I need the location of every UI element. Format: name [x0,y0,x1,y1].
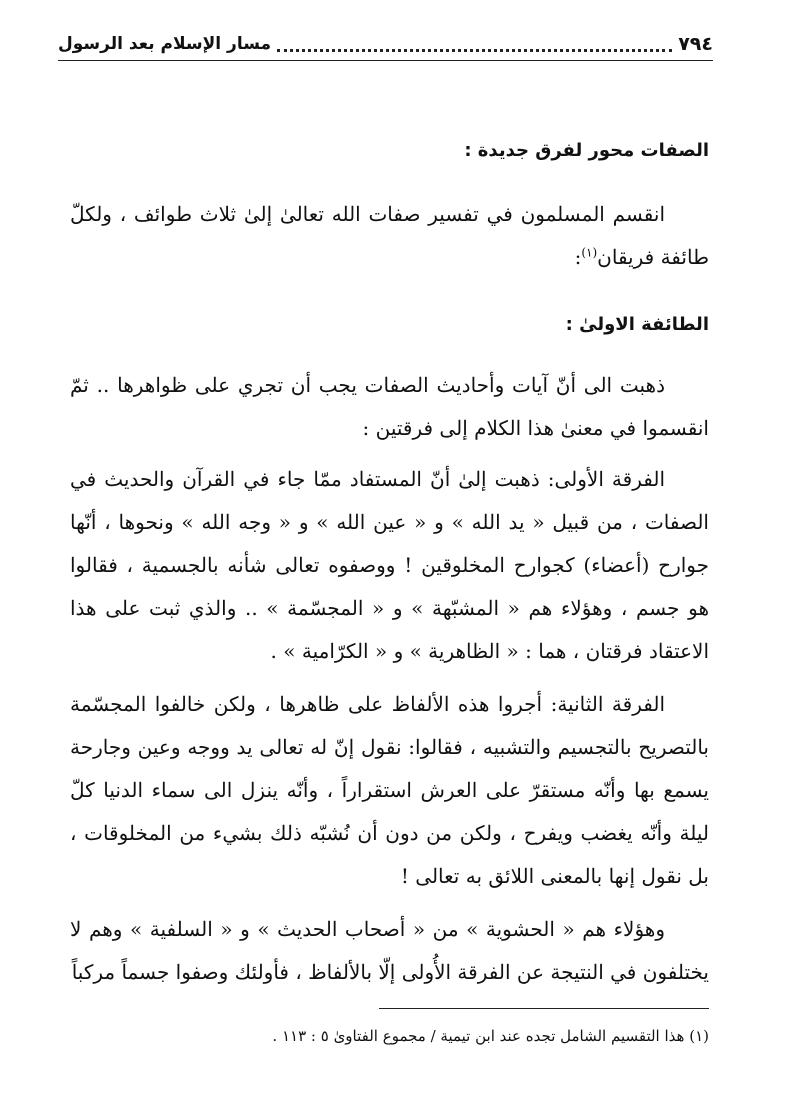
second-sect-paragraph: الفرقة الثانية: أجروا هذه الألفاظ على ظاهرها ، ولكن خالفوا المجسّمة بالتصريح بالتجسيم والتشبيه ، فقالوا: نقول إنّ له تعالى يد ووجه وعين وجارحة يسمع بها وأنّه مستقرّ على العرش استقراراً ، وأنّه ينزل الى سماء الدنيا كلّ ليلة وأنّه يغضب ويفرح ، ولكن من دون أن نُشبّه ذلك بشيء من المخلوقات ، بل نقول إنها بالمعنى اللائق به تعالى ! [70,692,709,888]
footnote: (١) هذا التقسيم الشامل تجده عند ابن تيمية / مجموع الفتاوىٰ ٥ : ١١٣ . [272,1027,709,1045]
section-heading: الصفات محور لفرق جديدة : [464,140,709,161]
intro-colon: : [574,245,582,269]
intro-text: انقسم المسلمون في تفسير صفات الله تعالىٰ إلىٰ ثلاث طوائف ، ولكلّ طائفة فريقان [70,202,709,269]
header-rule [58,60,713,61]
running-header [58,30,713,58]
closing-paragraph: وهؤلاء هم « الحشوية » من « أصحاب الحديث » و « السلفية » وهم لا يختلفون في النتيجة عن الفرقة الأُولى إلّا بالألفاظ ، فأولئك وصفوا جسماً مركباً [70,917,709,984]
intro-paragraph [70,193,709,279]
first-group-heading: الطائفة الاولىٰ : [565,314,709,335]
page-number: ٧٩٤ [678,33,713,55]
first-sect-paragraph: الفرقة الأولى: ذهبت إلىٰ أنّ المستفاد ممّا جاء في القرآن والحديث في الصفات ، من قبيل « يد الله » و « عين الله » و « وجه الله » ونحوها ، أنّها جوارح (أعضاء) كجوارح المخلوقين ! ووصفوه تعالى شأنه بالجسمية ، فقالوا هو جسم ، وهؤلاء هم « المشبّهة » و « المجسّمة » .. والذي ثبت على هذا الاعتقاد فرقتان ، هما : « الظاهرية » و « الكرّامية » . [70,467,709,663]
footnote-rule [379,1008,709,1009]
footnote-marker: (١) [581,245,598,260]
first-group-intro: ذهبت الى أنّ آيات وأحاديث الصفات يجب أن تجري على ظواهرها .. ثمّ انقسموا في معنىٰ هذا الكلام إلى فرقتين : [70,373,709,440]
header-dot-leader [277,37,672,52]
book-title: مسار الإسلام بعد الرسول [58,34,272,54]
